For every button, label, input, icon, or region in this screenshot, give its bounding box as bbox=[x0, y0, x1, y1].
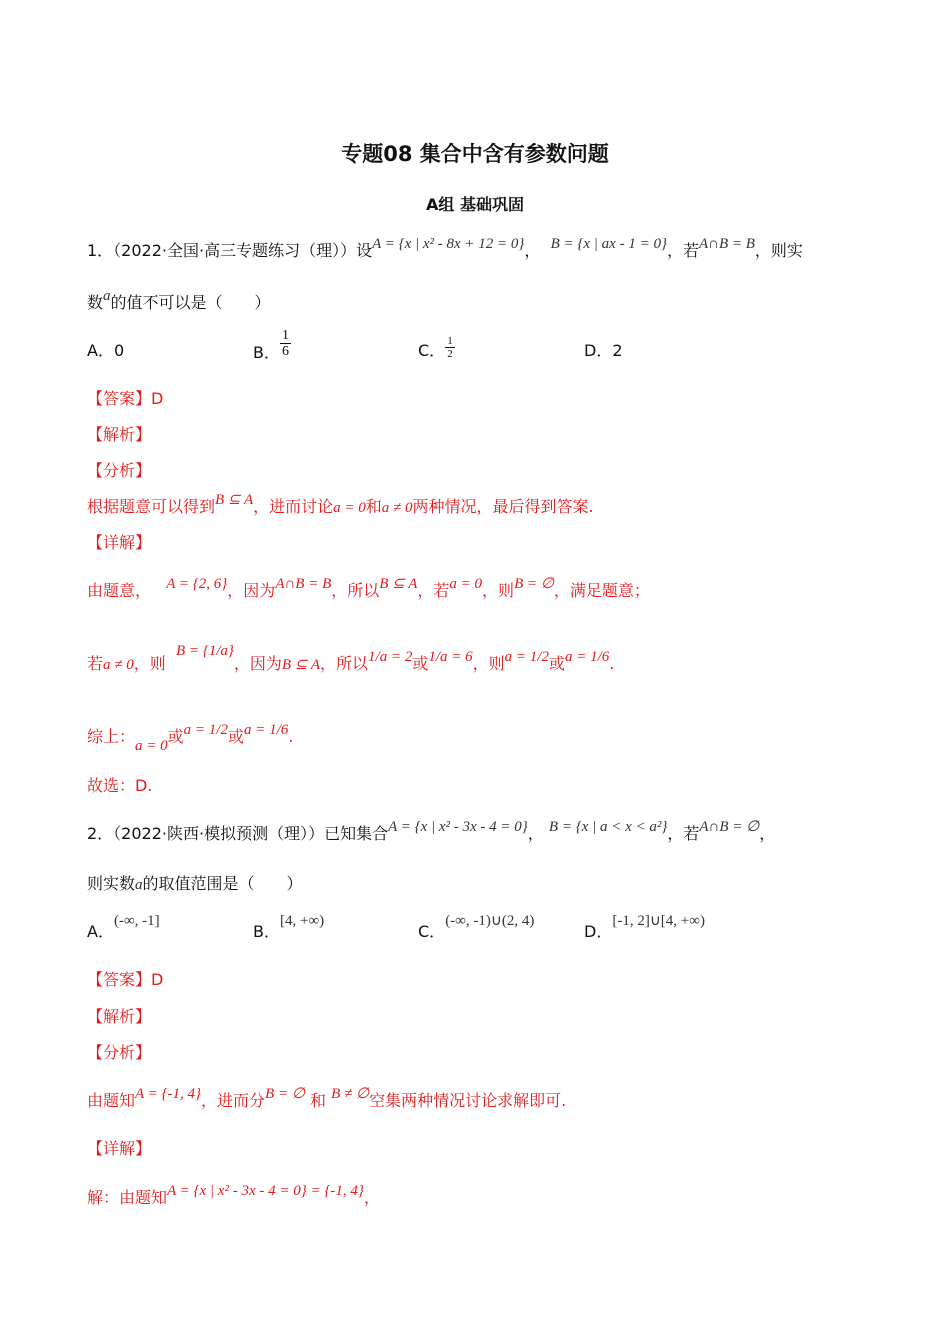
option-value: (-∞, -1)∪(2, 4) bbox=[445, 913, 535, 929]
math-fraction: a = 1/2 bbox=[183, 722, 228, 738]
math-var: a bbox=[103, 288, 111, 304]
math: a = 0 bbox=[135, 738, 168, 754]
fraction bbox=[445, 335, 455, 360]
text: ，进而分 bbox=[201, 1091, 266, 1110]
text: ，因为 bbox=[227, 581, 276, 600]
text: 由题意， bbox=[87, 581, 152, 600]
text: 若 bbox=[87, 654, 104, 673]
q1-option-d bbox=[584, 338, 623, 361]
q2-xiangjie: 【详解】 bbox=[87, 1139, 152, 1158]
math: a = 0 bbox=[333, 500, 366, 516]
text: ，进而讨论 bbox=[253, 497, 334, 516]
q1-option-c bbox=[418, 330, 455, 360]
text: ，若 bbox=[417, 581, 450, 600]
q1-option-b bbox=[253, 324, 291, 362]
math: B ≠ ∅ bbox=[331, 1086, 370, 1102]
math: B ⊆ A bbox=[379, 576, 418, 592]
math: B ⊆ A bbox=[281, 657, 321, 673]
text: 解：由题知 bbox=[87, 1188, 168, 1207]
text: 综上： bbox=[87, 727, 136, 746]
option-label: D． bbox=[584, 341, 613, 360]
text: ，则实 bbox=[754, 241, 803, 260]
text: ， bbox=[759, 824, 776, 843]
math-condition: A∩B = B bbox=[698, 236, 755, 252]
punct: ， bbox=[527, 824, 544, 843]
option-label: B． bbox=[253, 343, 280, 362]
math: a = 0 bbox=[449, 576, 483, 592]
text: 则实数 bbox=[87, 874, 136, 893]
math: a ≠ 0 bbox=[381, 500, 413, 516]
fraction bbox=[280, 328, 291, 359]
q1-summary bbox=[87, 722, 294, 754]
math: a ≠ 0 bbox=[103, 657, 134, 673]
text: 两种情况，最后得到答案. bbox=[412, 497, 594, 516]
math-fraction: a = 1/6 bbox=[243, 722, 289, 738]
q1-stem-line1 bbox=[87, 238, 803, 261]
q2-source: 2．（2022·陕西·模拟预测（理））已知集合 bbox=[87, 824, 389, 843]
text: ，所以 bbox=[331, 581, 380, 600]
punct: ， bbox=[524, 241, 541, 260]
text: ，若 bbox=[666, 241, 699, 260]
text: ，则 bbox=[482, 581, 515, 600]
q2-answer: 【答案】D bbox=[87, 970, 164, 989]
math-fraction: 1/a = 6 bbox=[428, 649, 473, 665]
text: 和 bbox=[310, 1091, 327, 1110]
text: ，所以 bbox=[320, 654, 369, 673]
text: 数 bbox=[87, 293, 104, 312]
group-heading: A组 基础巩固 bbox=[426, 195, 524, 214]
q2-stem-line2 bbox=[87, 871, 303, 894]
option-value: (-∞, -1] bbox=[113, 913, 160, 929]
q1-stem-line2 bbox=[87, 290, 271, 313]
q2-option-a bbox=[87, 913, 160, 942]
text: 或 bbox=[548, 654, 565, 673]
q2-option-d bbox=[584, 913, 705, 942]
text: 和 bbox=[365, 497, 382, 516]
q2-option-c bbox=[418, 913, 535, 942]
math: A = {x | x² - 3x - 4 = 0} = {-1, 4} bbox=[167, 1183, 364, 1199]
option-label: A． bbox=[87, 341, 114, 360]
math: B = {1/a} bbox=[175, 643, 234, 659]
math-set-b: B = {x | ax - 1 = 0} bbox=[550, 236, 667, 252]
option-value: 2 bbox=[612, 341, 623, 360]
q1-fenxi: 【分析】 bbox=[87, 461, 152, 480]
math-set-b: B = {x | a < x < a²} bbox=[548, 819, 668, 835]
q2-stem-line1 bbox=[87, 821, 775, 844]
math: B = ∅ bbox=[514, 576, 554, 592]
den: 2 bbox=[447, 348, 453, 360]
q2-analysis bbox=[87, 1088, 566, 1111]
math-var: a bbox=[135, 877, 143, 893]
math-set-a: A = {x | x² - 3x - 4 = 0} bbox=[388, 819, 528, 835]
option-value: [-1, 2]∪[4, +∞) bbox=[612, 913, 705, 929]
q1-final: 故选：D. bbox=[87, 776, 153, 795]
math: B ⊆ A bbox=[215, 492, 254, 508]
text: 根据题意可以得到 bbox=[87, 497, 216, 516]
text: ，因为 bbox=[233, 654, 282, 673]
math: A = {-1, 4} bbox=[135, 1086, 202, 1102]
math: B = ∅ bbox=[265, 1086, 305, 1102]
math: A∩B = B bbox=[275, 576, 332, 592]
q1-xiangjie: 【详解】 bbox=[87, 533, 152, 552]
option-label: A． bbox=[87, 922, 114, 941]
q2-fenxi: 【分析】 bbox=[87, 1043, 152, 1062]
math-condition: A∩B = ∅ bbox=[699, 819, 760, 835]
text: . bbox=[288, 727, 294, 746]
option-value: [4, +∞) bbox=[279, 913, 325, 929]
option-value: 0 bbox=[113, 341, 125, 360]
math-fraction: a = 1/2 bbox=[504, 649, 549, 665]
q1-source: 1．（2022·全国·高三专题练习（理））设 bbox=[87, 241, 373, 260]
text: ，满足题意； bbox=[553, 581, 650, 600]
page-title: 专题08 集合中含有参数问题 bbox=[341, 142, 609, 166]
math: A = {2, 6} bbox=[166, 576, 228, 592]
option-label: C． bbox=[418, 922, 446, 941]
text: ，若 bbox=[667, 824, 700, 843]
math-fraction: 1/a = 2 bbox=[368, 649, 413, 665]
q1-detail-line2 bbox=[87, 643, 615, 674]
q1-analysis bbox=[87, 494, 594, 517]
text: ，则 bbox=[472, 654, 505, 673]
num: 1 bbox=[447, 335, 453, 347]
math-fraction: a = 1/6 bbox=[564, 649, 610, 665]
q2-detail-line1 bbox=[87, 1185, 380, 1208]
option-label: B． bbox=[253, 922, 280, 941]
math-set-a: A = {x | x² - 8x + 12 = 0} bbox=[372, 236, 525, 252]
q1-answer: 【答案】D bbox=[87, 389, 164, 408]
text: 或 bbox=[227, 727, 244, 746]
q1-option-a bbox=[87, 338, 124, 361]
q2-option-b bbox=[253, 913, 325, 942]
q1-detail-line1 bbox=[87, 578, 650, 601]
text: ，则 bbox=[133, 654, 166, 673]
text: 空集两种情况讨论求解即可. bbox=[369, 1091, 567, 1110]
den: 6 bbox=[281, 344, 289, 359]
num: 1 bbox=[281, 328, 289, 343]
text: ， bbox=[363, 1188, 380, 1207]
q1-jiexi: 【解析】 bbox=[87, 425, 152, 444]
text: 由题知 bbox=[87, 1091, 136, 1110]
text: 的值不可以是（ ） bbox=[110, 293, 271, 312]
q2-jiexi: 【解析】 bbox=[87, 1007, 152, 1026]
text: 或 bbox=[167, 727, 184, 746]
option-label: D． bbox=[584, 922, 613, 941]
option-label: C． bbox=[418, 341, 446, 360]
text: 或 bbox=[412, 654, 429, 673]
text: 的取值范围是（ ） bbox=[142, 874, 303, 893]
text: . bbox=[609, 654, 615, 673]
